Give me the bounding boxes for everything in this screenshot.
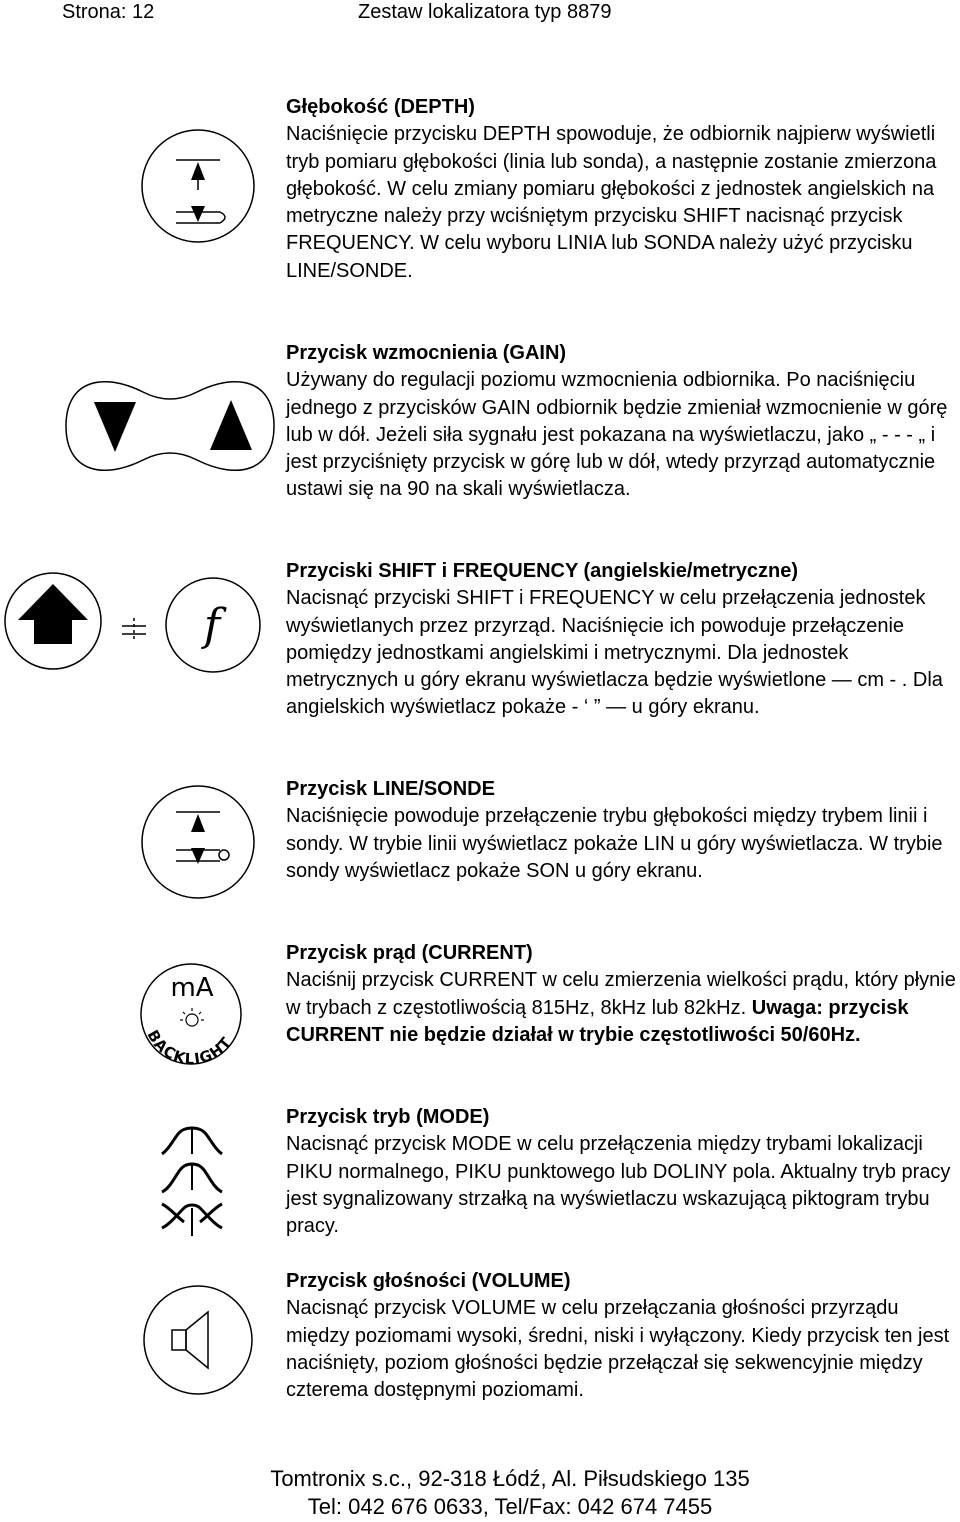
frequency-button-icon <box>162 574 264 676</box>
section-body: Nacisnąć przyciski SHIFT i FREQUENCY w celu przełączenia jednostek wyświetlanych przez przyrząd. Naciśnięcie ich powoduje przełączenie pomiędzy jednostkami angielskimi i metrycznymi. Dla jednostek metrycznych u góry ekranu wyświetlacza będzie wyświetlone — cm - . Dla angielskich wyświetlacz pokaże - ‘ ” — u góry ekranu. <box>286 587 943 719</box>
sun-icon <box>180 1008 204 1026</box>
footer-address: Tomtronix s.c., 92-318 Łódź, Al. Piłsudskiego 135 <box>270 1466 750 1491</box>
gain-up-icon <box>210 400 252 450</box>
shift-arrow-icon <box>18 584 88 644</box>
volume-button-icon <box>138 1282 264 1398</box>
section-note: Uwaga: przycisk CURRENT nie będzie działał w trybie częstotliwości 50/60Hz. <box>286 996 909 1046</box>
speaker-icon <box>172 1312 208 1368</box>
section-title: Przycisk tryb (MODE) <box>286 1106 490 1128</box>
line-sonde-button-icon <box>138 782 258 902</box>
section-body: Naciśnięcie powoduje przełączenie trybu głębokości między trybem linii i sondy. W trybie linii wyświetlacz pokaże LIN u góry wyświetlacza. W trybie sondy wyświetlacz pokaże SON u góry ekranu. <box>286 805 943 882</box>
section-line-sonde <box>286 776 958 885</box>
section-depth <box>286 94 958 285</box>
shift-button-icon <box>2 570 104 672</box>
current-glyph: mA <box>170 973 214 1003</box>
page-number: Strona: 12 <box>62 1 155 23</box>
current-backlight-button-icon <box>136 956 246 1074</box>
depth-button-icon <box>138 126 258 246</box>
gain-buttons-icon <box>58 368 282 484</box>
mode-button-icon <box>154 1124 230 1240</box>
gain-down-icon <box>94 402 136 452</box>
section-shift-frequency <box>286 558 958 722</box>
section-volume <box>286 1268 958 1404</box>
section-title: Przycisk głośności (VOLUME) <box>286 1270 571 1292</box>
section-body: Używany do regulacji poziomu wzmocnienia odbiornika. Po naciśnięciu jednego z przycisków GAIN odbiornik będzie zmieniał wzmocnienie w górę lub w dół. Jeżeli siła sygnału jest pokazana na wyświetlaczu, jako „ - - - „ i jest przyciśnięty przycisk w górę lub w dół, wtedy przyrząd automatycznie ustawi się na 90 na skali wyświetlacza. <box>286 369 948 501</box>
section-title: Przyciski SHIFT i FREQUENCY (angielskie/metryczne) <box>286 560 799 582</box>
svg-text:BACKLIGHT <box>144 1027 236 1068</box>
section-title: Przycisk wzmocnienia (GAIN) <box>286 342 567 364</box>
section-current <box>286 940 958 1049</box>
plus-equals-icon <box>118 616 150 644</box>
section-title: Głębokość (DEPTH) <box>286 96 475 118</box>
frequency-glyph: f <box>203 600 221 651</box>
section-gain <box>286 340 958 504</box>
section-body: Nacisnąć przycisk VOLUME w celu przełączania głośności przyrządu między poziomami wysoki, średni, niski i wyłączony. Kiedy przycisk ten jest naciśnięty, poziom głośności będzie przełączał się sekwencyjnie między czterema dostępnymi poziomami. <box>286 1297 950 1402</box>
section-body: Naciśnięcie przycisku DEPTH spowoduje, że odbiornik najpierw wyświetli tryb pomiaru głębokości (linia lub sonda), a następnie zostanie zmierzona głębokość. W celu zmiany pomiaru głębokości z jednostek angielskich na metryczne należy przy wciśniętym przycisku SHIFT nacisnąć przycisk FREQUENCY. W celu wyboru LINIA lub SONDA należy użyć przycisku LINE/SONDE. <box>286 123 937 282</box>
section-body: Nacisnąć przycisk MODE w celu przełączenia między trybami lokalizacji PIKU normalnego, PIKU punktowego lub DOLINY pola. Aktualny tryb pracy jest sygnalizowany strzałką na wyświetlaczu wskazującą piktogram trybu pracy. <box>286 1133 951 1238</box>
section-mode <box>286 1104 958 1240</box>
section-title: Przycisk prąd (CURRENT) <box>286 942 533 964</box>
document-title: Zestaw lokalizatora typ 8879 <box>358 1 612 23</box>
backlight-label: BACKLIGHT <box>143 1027 236 1069</box>
section-body: Naciśnij przycisk CURRENT w celu zmierzenia wielkości prądu, który płynie w trybach z częstotliwością 815Hz, 8kHz lub 82kHz. <box>286 969 956 1019</box>
footer-phone: Tel: 042 676 0633, Tel/Fax: 042 674 7455 <box>307 1494 713 1519</box>
section-title: Przycisk LINE/SONDE <box>286 778 495 800</box>
